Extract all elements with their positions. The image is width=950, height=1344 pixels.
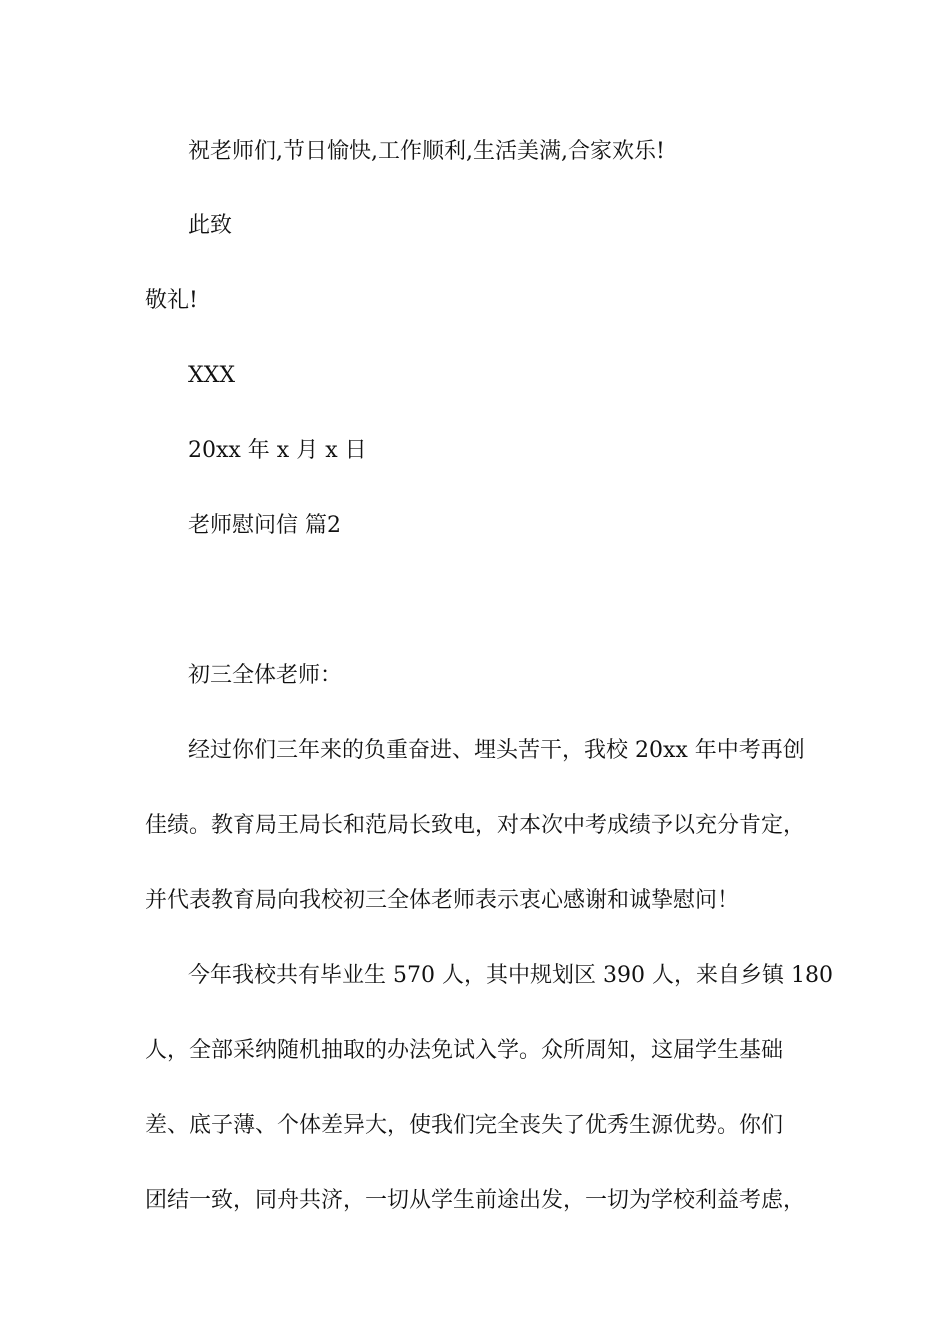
section-title: 老师慰问信 篇2: [188, 513, 341, 538]
paragraph-1-line-2: 佳绩。教育局王局长和范局长致电，对本次中考成绩予以充分肯定，: [145, 813, 806, 838]
wishes-line: 祝老师们,节日愉快,工作顺利,生活美满,合家欢乐!: [188, 139, 665, 164]
signature: XXX: [188, 363, 235, 388]
paragraph-1-line-1: 经过你们三年来的负重奋进、埋头苦干，我校 20xx 年中考再创: [188, 738, 805, 763]
salutation: 初三全体老师：: [188, 663, 343, 688]
paragraph-2-line-3: 差、底子薄、个体差异大，使我们完全丧失了优秀生源优势。你们: [145, 1113, 784, 1138]
paragraph-2-line-1: 今年我校共有毕业生 570 人，其中规划区 390 人，来自乡镇 180: [188, 963, 833, 988]
paragraph-1-line-3: 并代表教育局向我校初三全体老师表示衷心感谢和诚挚慰问！: [145, 888, 740, 913]
paragraph-2-line-2: 人，全部采纳随机抽取的办法免试入学。众所周知，这届学生基础: [145, 1038, 784, 1063]
date-line: 20xx 年 x 月 x 日: [188, 438, 367, 463]
paragraph-2-line-4: 团结一致，同舟共济，一切从学生前途出发，一切为学校利益考虑，: [145, 1188, 806, 1213]
closing-line-2: 敬礼!: [145, 288, 198, 313]
closing-line-1: 此致: [188, 213, 233, 238]
